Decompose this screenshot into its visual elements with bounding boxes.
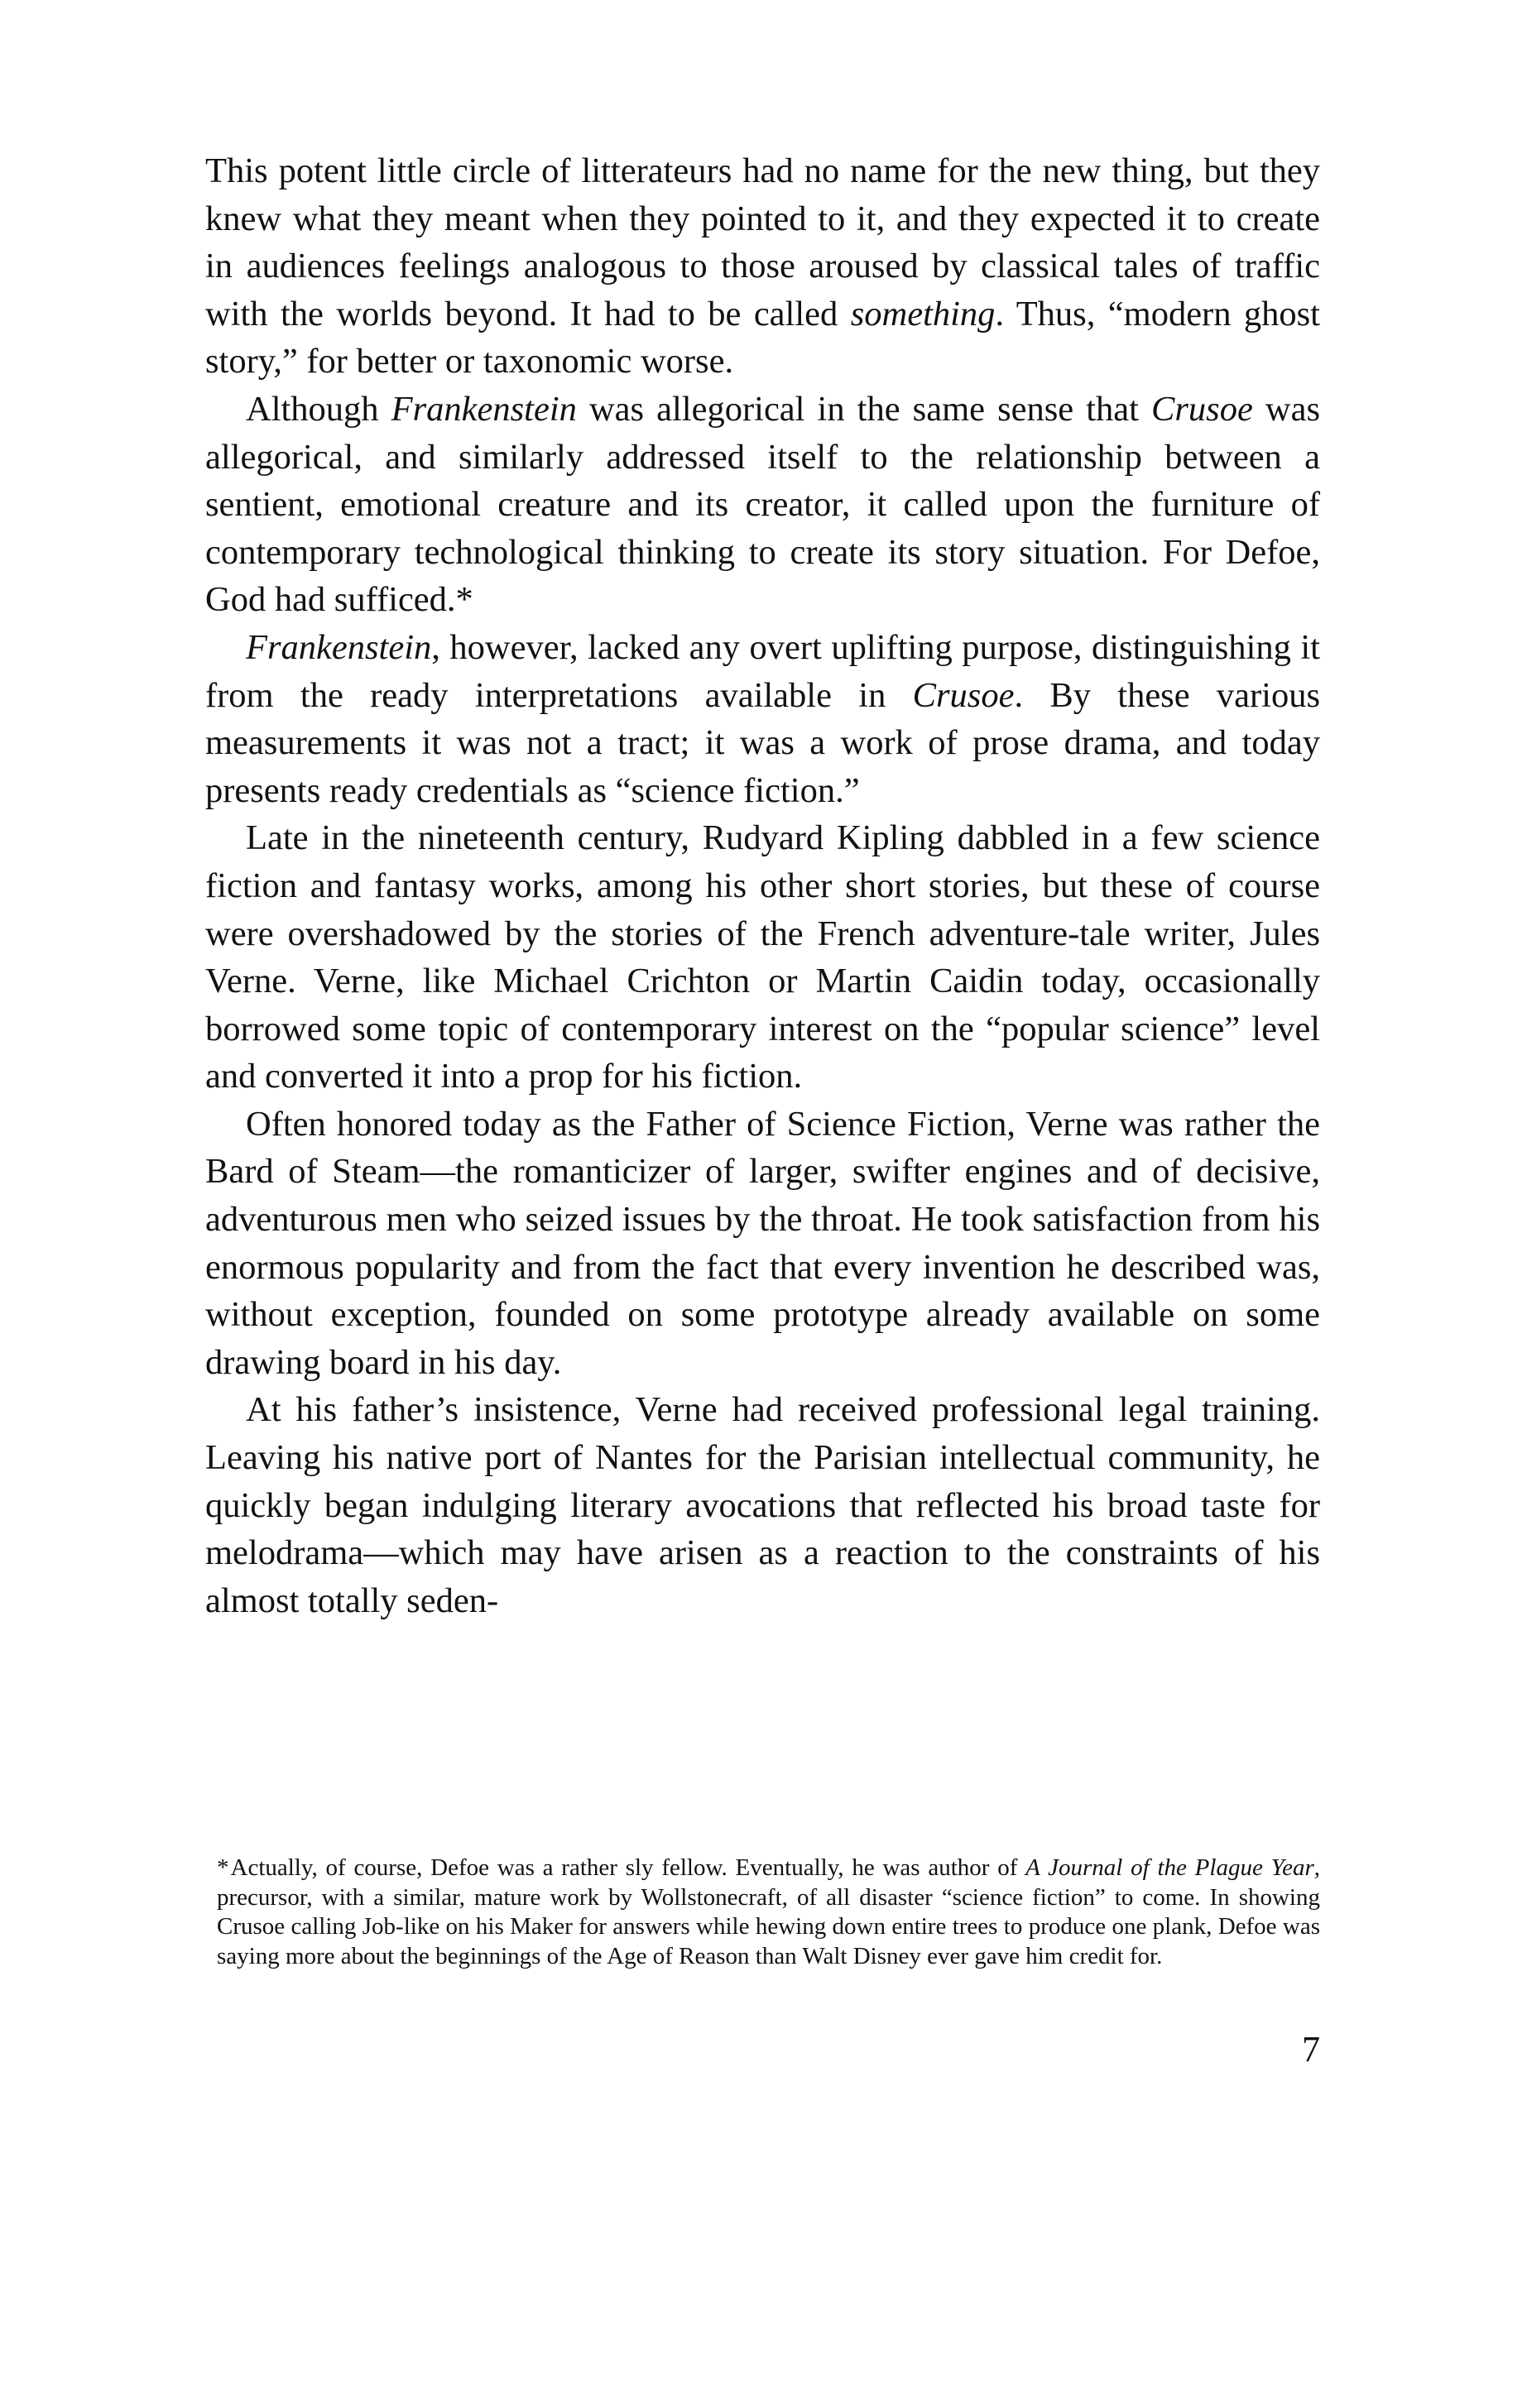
italic-title: Frankenstein: [246, 627, 432, 667]
footnote-mark: *: [217, 1854, 229, 1881]
italic-title: Frankenstein: [391, 389, 577, 429]
paragraph-3: Frankenstein, however, lacked any overt uplifting purpose, distinguishing it from the ready interpretations available in Crusoe. By these various measurements it was not a tract; it was a work of prose drama, and today presents ready credentials as “science fiction.”: [205, 627, 1320, 810]
body-text: [205, 147, 1320, 1624]
italic-title: Crusoe: [1151, 389, 1253, 429]
italic-title: A Journal of the Plague Year: [1025, 1854, 1314, 1881]
italic-title: Crusoe: [912, 675, 1015, 715]
italic-something: something: [850, 294, 996, 333]
paragraph-5: Often honored today as the Father of Science Fiction, Verne was rather the Bard of Steam—the romanticizer of larger, swifter engines and of decisive, adventurous men who seized issues by the throat. He took satisfaction from his enormous popularity and from the fact that every invention he described was, without exception, founded on some prototype already available on some drawing board in his day.: [205, 1104, 1320, 1382]
paragraph-4: Late in the nineteenth century, Rudyard Kipling dabbled in a few science fiction and fantasy works, among his other short stories, but these of course were overshadowed by the stories of the French adventure-tale writer, Jules Verne. Verne, like Michael Crichton or Martin Caidin today, occasionally borrowed some topic of contemporary interest on the “popular science” level and converted it into a prop for his fiction.: [205, 818, 1320, 1096]
paragraph-1: This potent little circle of litterateurs had no name for the new thing, but they knew what they meant when they pointed to it, and they expected it to create in audiences feelings analogous to those aroused by classical tales of traffic with the worlds beyond. It had to be called something. Thus, “modern ghost story,” for better or taxonomic worse.: [205, 151, 1320, 381]
paragraph-6: At his father’s insistence, Verne had received professional legal training. Leaving his native port of Nantes for the Parisian intellectual community, he quickly began indulging literary avocations that reflected his broad taste for melodrama—which may have arisen as a reaction to the constraints of his almost totally seden-: [205, 1390, 1320, 1620]
paragraph-2: Although Frankenstein was allegorical in the same sense that Crusoe was allegorical, and similarly addressed itself to the relationship between a sentient, emotional creature and its creator, it called upon the furniture of contemporary technological thinking to create its story situation. For Defoe, God had sufficed.*: [205, 389, 1320, 620]
footnote: *Actually, of course, Defoe was a rather sly fellow. Eventually, he was author of A Journal of the Plague Year, precursor, with a similar, mature work by Wollstonecraft, of all disaster “science fiction” to come. In showing Crusoe calling Job-like on his Maker for answers while hewing down entire trees to produce one plank, Defoe was saying more about the beginnings of the Age of Reason than Walt Disney ever gave him credit for.: [217, 1854, 1320, 1969]
page-number: 7: [1302, 2029, 1320, 2070]
